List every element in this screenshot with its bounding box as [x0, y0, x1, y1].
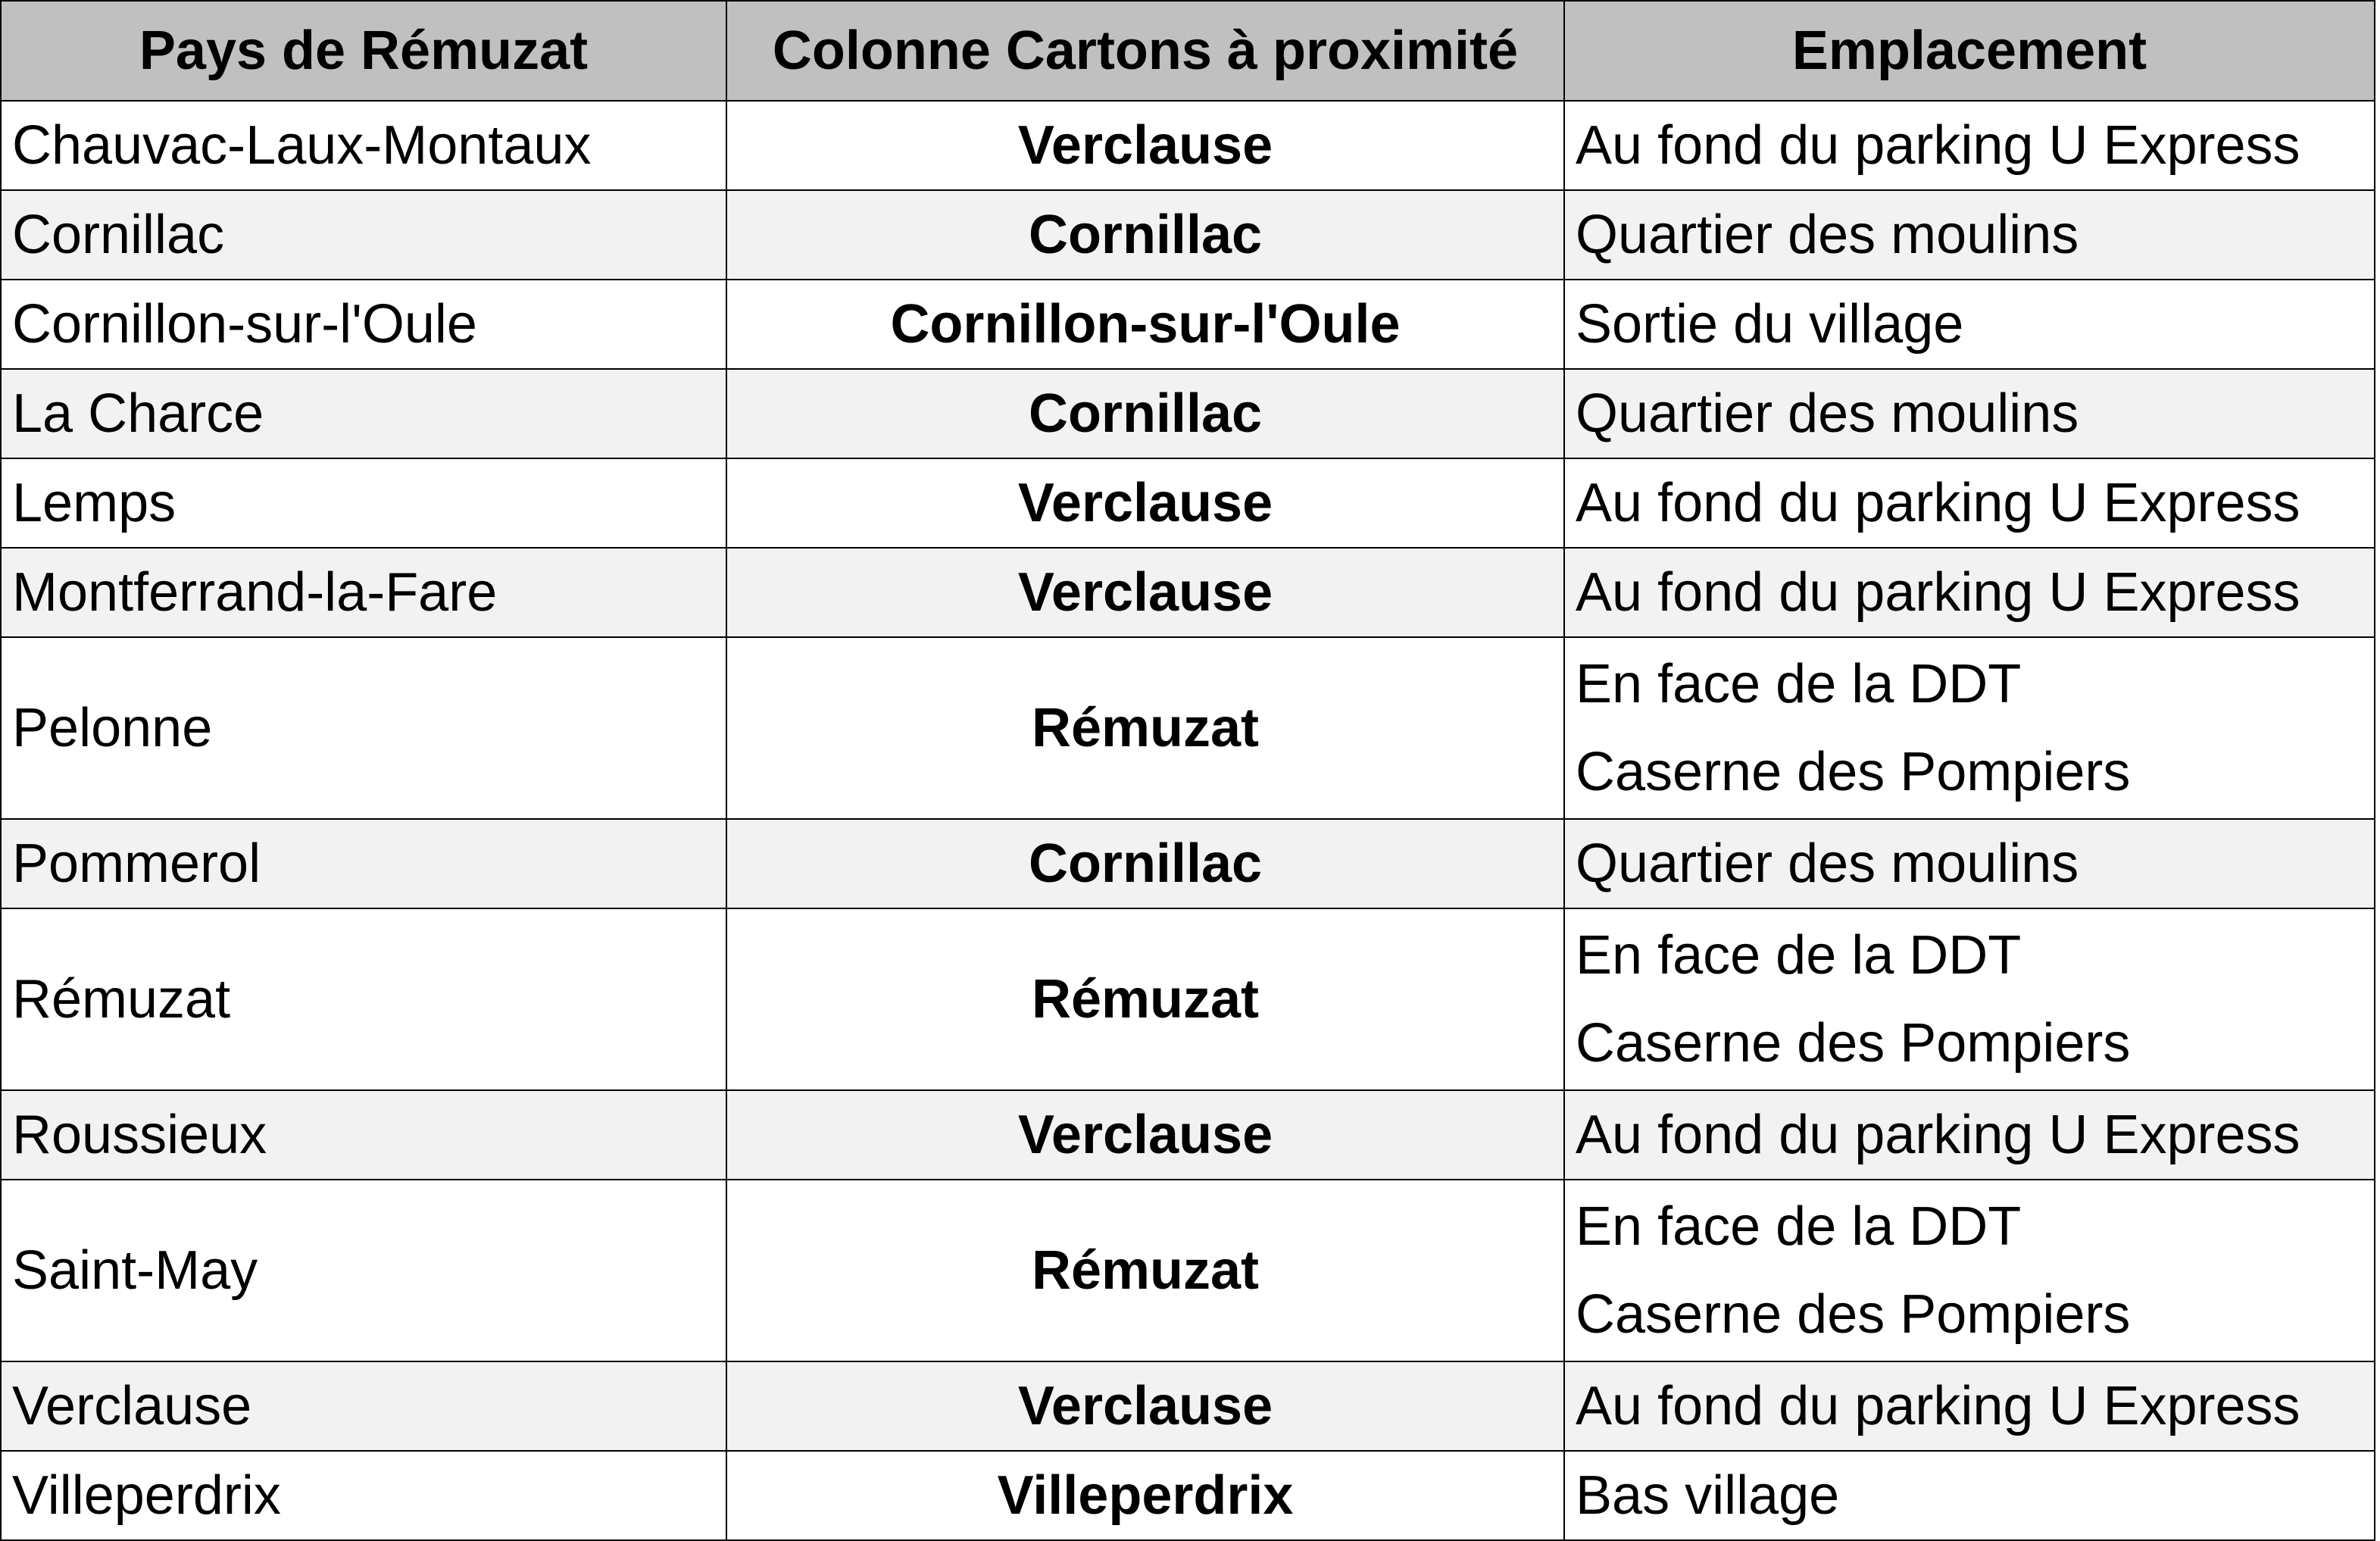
table-row: [1, 369, 2375, 458]
emplacement-line: Quartier des moulins: [1576, 383, 2079, 444]
cell-commune[interactable]: Lemps: [1, 458, 726, 548]
cell-commune[interactable]: Roussieux: [1, 1090, 726, 1180]
cell-emplacement[interactable]: [1564, 819, 2375, 908]
table-row: [1, 1451, 2375, 1540]
cell-emplacement[interactable]: [1564, 1180, 2375, 1361]
table-row: [1, 637, 2375, 819]
cell-commune[interactable]: Saint-May: [1, 1180, 726, 1361]
emplacement-line: Caserne des Pompiers: [1576, 1284, 2131, 1345]
cell-commune[interactable]: Cornillon-sur-l'Oule: [1, 280, 726, 369]
header-pays[interactable]: Pays de Rémuzat: [1, 1, 726, 101]
table-body: [1, 101, 2375, 1540]
cell-emplacement[interactable]: [1564, 369, 2375, 458]
cell-commune[interactable]: Cornillac: [1, 190, 726, 280]
table-row: [1, 1180, 2375, 1361]
emplacement-line: En face de la DDT: [1576, 654, 2022, 714]
table-row: [1, 101, 2375, 190]
emplacement-line: Au fond du parking U Express: [1576, 473, 2300, 533]
table-row: [1, 1090, 2375, 1180]
table-row: [1, 819, 2375, 908]
cell-commune[interactable]: Verclause: [1, 1361, 726, 1451]
cell-emplacement[interactable]: [1564, 101, 2375, 190]
cell-colonne[interactable]: Verclause: [726, 101, 1564, 190]
cell-commune[interactable]: Villeperdrix: [1, 1451, 726, 1540]
cell-commune[interactable]: Pommerol: [1, 819, 726, 908]
table-row: [1, 1361, 2375, 1451]
cell-commune[interactable]: La Charce: [1, 369, 726, 458]
cell-colonne[interactable]: Verclause: [726, 548, 1564, 637]
cell-colonne[interactable]: Verclause: [726, 458, 1564, 548]
cell-colonne[interactable]: Rémuzat: [726, 1180, 1564, 1361]
cell-emplacement[interactable]: [1564, 280, 2375, 369]
cell-emplacement[interactable]: [1564, 637, 2375, 819]
cell-colonne[interactable]: Rémuzat: [726, 637, 1564, 819]
header-row: [1, 1, 2375, 101]
cell-colonne[interactable]: Rémuzat: [726, 908, 1564, 1090]
emplacement-line: Sortie du village: [1576, 294, 1964, 355]
cell-colonne[interactable]: Cornillon-sur-l'Oule: [726, 280, 1564, 369]
cell-commune[interactable]: Chauvac-Laux-Montaux: [1, 101, 726, 190]
emplacement-line: Au fond du parking U Express: [1576, 562, 2300, 623]
cell-commune[interactable]: Rémuzat: [1, 908, 726, 1090]
table-row: [1, 458, 2375, 548]
table-row: [1, 280, 2375, 369]
cell-colonne[interactable]: Verclause: [726, 1361, 1564, 1451]
emplacement-line: Bas village: [1576, 1465, 1840, 1526]
table-row: [1, 908, 2375, 1090]
cell-colonne[interactable]: Cornillac: [726, 819, 1564, 908]
cell-emplacement[interactable]: [1564, 190, 2375, 280]
cell-colonne[interactable]: Cornillac: [726, 190, 1564, 280]
cell-emplacement[interactable]: [1564, 1090, 2375, 1180]
table-row: [1, 548, 2375, 637]
cell-emplacement[interactable]: [1564, 908, 2375, 1090]
cell-colonne[interactable]: Cornillac: [726, 369, 1564, 458]
emplacement-line: En face de la DDT: [1576, 1196, 2022, 1257]
cell-colonne[interactable]: Villeperdrix: [726, 1451, 1564, 1540]
cell-emplacement[interactable]: [1564, 458, 2375, 548]
emplacement-line: Au fond du parking U Express: [1576, 1105, 2300, 1165]
cell-emplacement[interactable]: [1564, 1361, 2375, 1451]
table-row: [1, 190, 2375, 280]
header-emplacement[interactable]: Emplacement: [1564, 1, 2375, 101]
header-colonne[interactable]: Colonne Cartons à proximité: [726, 1, 1564, 101]
emplacement-line: Caserne des Pompiers: [1576, 742, 2131, 802]
emplacement-line: Au fond du parking U Express: [1576, 115, 2300, 176]
emplacement-line: Au fond du parking U Express: [1576, 1376, 2300, 1436]
cell-colonne[interactable]: Verclause: [726, 1090, 1564, 1180]
cell-emplacement[interactable]: [1564, 1451, 2375, 1540]
emplacement-line: Quartier des moulins: [1576, 205, 2079, 265]
emplacement-line: En face de la DDT: [1576, 925, 2022, 986]
cell-emplacement[interactable]: [1564, 548, 2375, 637]
emplacement-line: Caserne des Pompiers: [1576, 1013, 2131, 1074]
emplacement-line: Quartier des moulins: [1576, 833, 2079, 894]
cell-commune[interactable]: Pelonne: [1, 637, 726, 819]
cell-commune[interactable]: Montferrand-la-Fare: [1, 548, 726, 637]
